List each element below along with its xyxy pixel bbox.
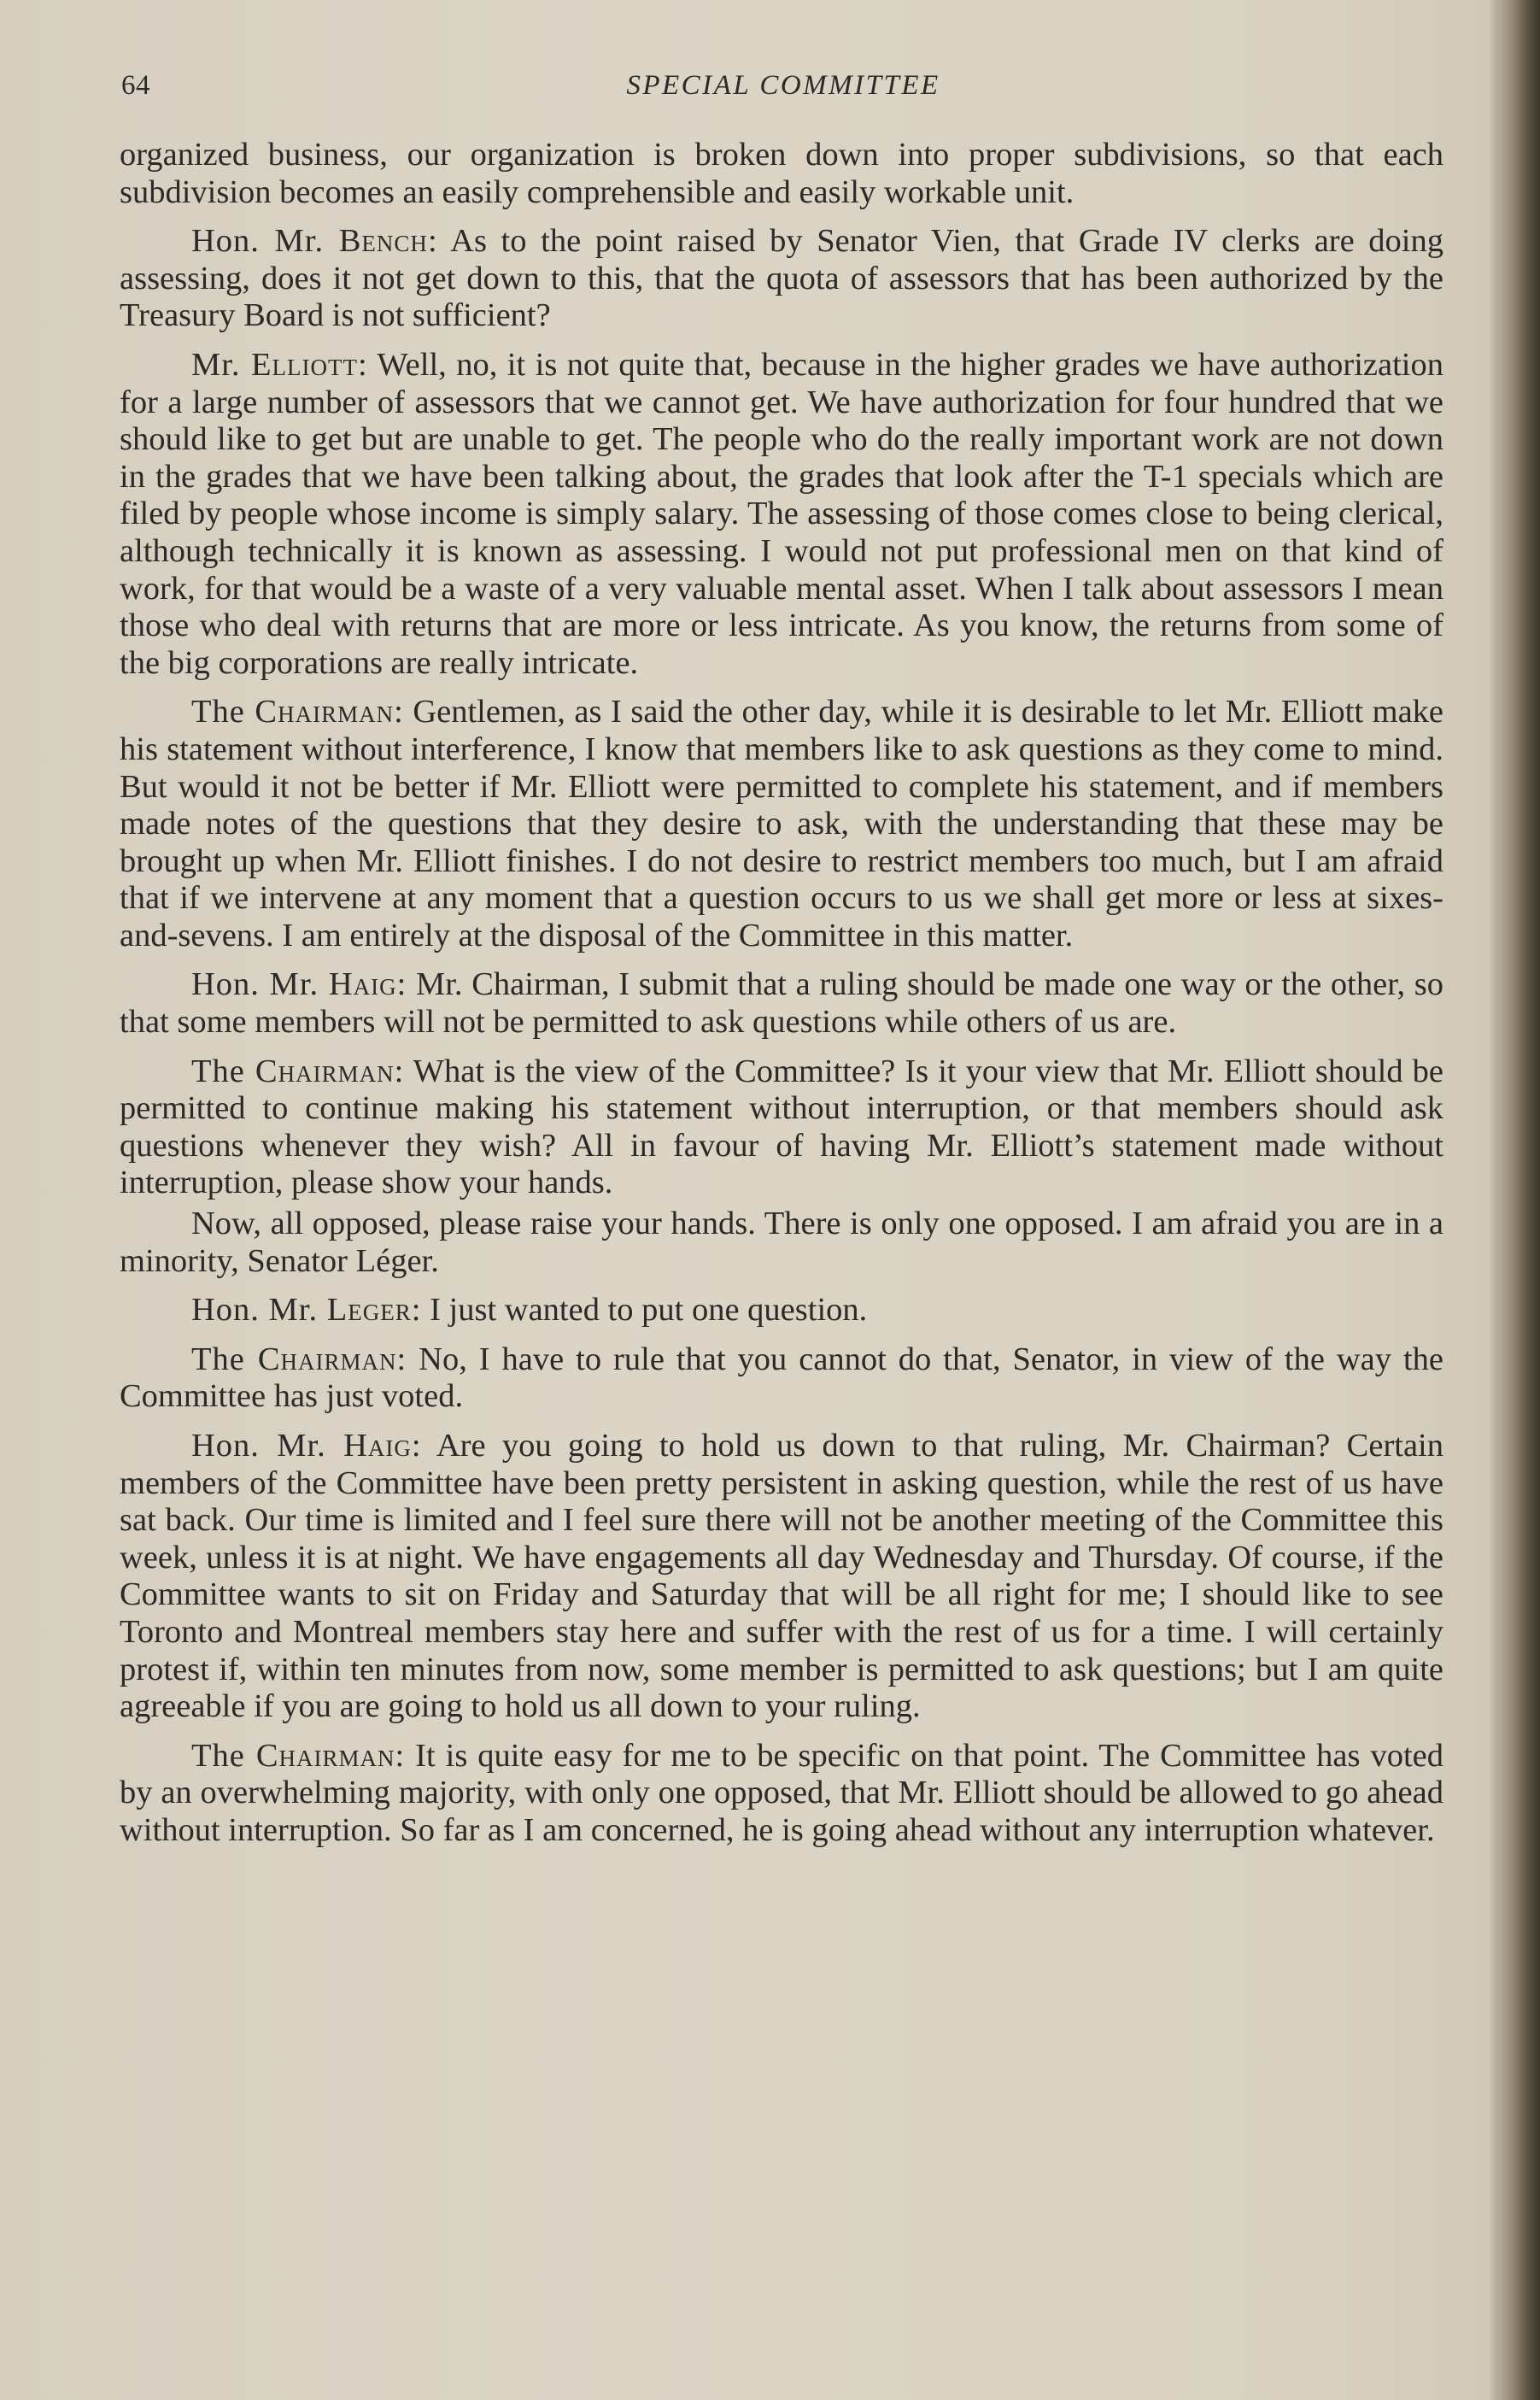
speaker-label — [191, 1738, 405, 1774]
paragraph-text: Now, all opposed, please raise your hands. There is only one opposed. I am afraid you are in a minority, Senator Léger. — [120, 1206, 1443, 1279]
speaker-name: Chairman — [255, 1053, 395, 1089]
speaker-colon: : — [396, 966, 407, 1003]
paragraph-chairman-continued — [120, 1206, 1443, 1280]
speaker-label — [191, 1053, 404, 1089]
speaker-name: Elliott — [251, 346, 358, 383]
speaker-prefix: The — [191, 694, 255, 731]
paragraph-text: It is quite easy for me to be specific on that point. The Committee has voted by an overwhelming majority, with only one opposed, that Mr. Elliott should be allowed to go ahead without interruption. So far as I am concerned, he is going ahead without any interruption whatever. — [120, 1737, 1443, 1848]
speaker-colon: : — [411, 1292, 422, 1329]
paragraph-continuation — [120, 137, 1443, 211]
paragraph-chairman — [120, 1341, 1443, 1416]
page-body — [120, 137, 1443, 1862]
speaker-label — [191, 347, 368, 383]
speaker-prefix: Hon. Mr. — [191, 223, 339, 260]
speaker-label — [191, 966, 407, 1002]
speaker-prefix: Hon. Mr. — [191, 966, 329, 1003]
paragraph-haig — [120, 966, 1443, 1041]
paragraph-text: As to the point raised by Senator Vien, that Grade IV clerks are doing assessing, does it not get down to this, that the quota of assessors that has been authorized by the Treasury Board is not sufficient? — [120, 223, 1444, 334]
speaker-name: Bench — [338, 223, 428, 260]
paragraph-text: organized business, our organization is broken down into proper subdivisions, so that each subdivision becomes an easily comprehensible and easily workable unit. — [120, 137, 1443, 210]
speaker-prefix: The — [191, 1341, 258, 1377]
paragraph-haig — [120, 1428, 1443, 1726]
book-spine — [1499, 0, 1540, 2400]
speaker-colon: : — [427, 223, 438, 260]
speaker-prefix: Hon. Mr. — [191, 1292, 327, 1329]
speaker-name: Chairman — [257, 1341, 397, 1377]
paragraph-bench — [120, 223, 1443, 335]
paragraph-leger — [120, 1292, 1443, 1329]
speaker-label — [191, 1292, 421, 1328]
page-gutter-shadow — [1489, 0, 1499, 2400]
paragraph-text: No, I have to rule that you cannot do that, Senator, in view of the way the Committee has just voted. — [120, 1341, 1443, 1415]
speaker-colon: : — [394, 694, 404, 731]
paragraph-text: Are you going to hold us down to that ruling, Mr. Chairman? Certain members of the Committee have been pretty persistent in asking question, while the rest of us have sat back. Our time is limited and I feel sure there will not be another meeting of the Committee this week, unless it is at night. We have engagements all day Wednesday and Thursday. Of course, if the Committee wants to sit on Friday and Saturday that will be all right for me; I should like to see Toronto and Montreal members stay here and suffer with the rest of us for a time. I will certainly protest if, within ten minutes from now, some member is permitted to ask questions; but I am quite agreeable if you are going to hold us all down to your ruling. — [120, 1428, 1444, 1725]
paragraph-chairman — [120, 694, 1443, 954]
speaker-prefix: The — [191, 1053, 255, 1089]
speaker-label — [191, 694, 404, 730]
paragraph-text: Mr. Chairman, I submit that a ruling should be made one way or the other, so that some members will not be permitted to ask questions while others of us are. — [120, 966, 1443, 1041]
paragraph-elliott — [120, 347, 1443, 682]
paragraph-chairman — [120, 1738, 1443, 1850]
speaker-colon: : — [394, 1053, 405, 1089]
speaker-colon: : — [411, 1428, 422, 1464]
speaker-prefix: Hon. Mr. — [191, 1428, 344, 1464]
speaker-colon: : — [395, 1737, 406, 1774]
paragraph-text: Well, no, it is not quite that, because in the higher grades we have authorization for a large number of assessors that we cannot get. We have authorization for four hundred that we should like to get but are unable to get. The people who do the really important work are not down in the grades that we have been talking about, the grades that look after the T-1 specials which are filed by people whose income is simply salary. The assessing of those comes close to being clerical, although technically it is known as assessing. I would not put professional men on that kind of work, for that would be a waste of a very valuable mental asset. When I talk about assessors I mean those who deal with returns that are more or less intricate. As you know, the returns from some of the big corporations are really intricate. — [120, 346, 1443, 681]
running-head: SPECIAL COMMITTEE — [626, 70, 940, 101]
page-header — [121, 70, 1445, 113]
speaker-name: Chairman — [255, 1737, 395, 1774]
speaker-colon: : — [357, 346, 368, 383]
speaker-label — [191, 223, 438, 259]
speaker-prefix: The — [191, 1737, 256, 1774]
paragraph-text: I just wanted to put one question. — [421, 1292, 868, 1329]
speaker-label — [191, 1428, 422, 1464]
speaker-label — [191, 1341, 407, 1377]
speaker-colon: : — [396, 1341, 407, 1377]
page-number: 64 — [121, 70, 150, 101]
paragraph-text: What is the view of the Committee? Is it your view that Mr. Elliott should be permitted to continue making his statement without interruption, or that members should ask questions whenever they wish? All in favour of having Mr. Elliott’s statement made without interruption, please show your hands. — [120, 1053, 1443, 1201]
speaker-name: Chairman — [255, 694, 395, 731]
speaker-prefix: Mr. — [191, 346, 251, 383]
paragraph-text: Gentlemen, as I said the other day, while it is desirable to let Mr. Elliott make his statement without interference, I know that members like to ask questions as they come to mind. But would it not be better if Mr. Elliott were permitted to complete his statement, and if members made notes of the questions that they desire to ask, with the understanding that these may be brought up when Mr. Elliott finishes. I do not desire to restrict members too much, but I am afraid that if we intervene at any moment that a question occurs to us we shall get more or less at sixes-and-sevens. I am entirely at the disposal of the Committee in this matter. — [120, 694, 1443, 954]
speaker-name: Haig — [328, 966, 397, 1003]
paragraph-chairman — [120, 1053, 1443, 1202]
speaker-name: Haig — [343, 1428, 412, 1464]
speaker-name: Leger — [326, 1292, 412, 1329]
